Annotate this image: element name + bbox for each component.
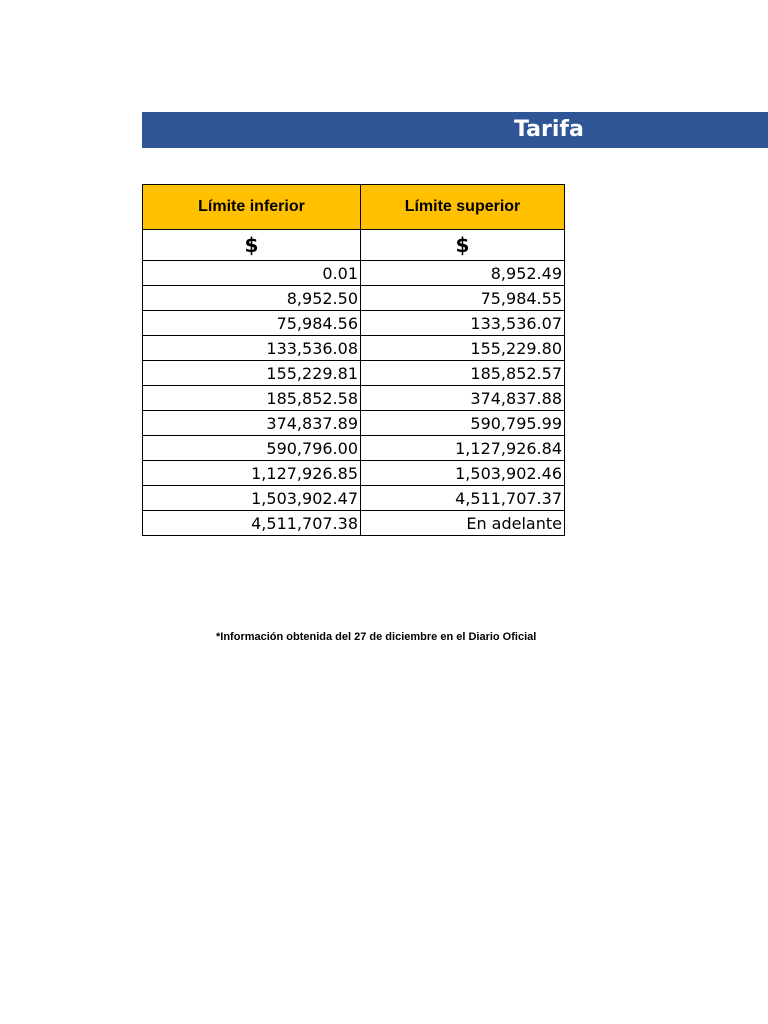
lower-limit-cell: 590,796.00 <box>143 436 361 461</box>
table-row <box>143 336 565 361</box>
title-band <box>142 112 768 148</box>
header-row <box>143 185 565 230</box>
upper-limit-cell: 8,952.49 <box>361 261 565 286</box>
table-row <box>143 311 565 336</box>
rate-table <box>142 184 565 536</box>
upper-limit-cell: 374,837.88 <box>361 386 565 411</box>
table-row <box>143 461 565 486</box>
currency-symbol-upper: $ <box>361 230 565 261</box>
lower-limit-cell: 8,952.50 <box>143 286 361 311</box>
upper-limit-cell: 1,127,926.84 <box>361 436 565 461</box>
table-row <box>143 511 565 536</box>
table-row <box>143 286 565 311</box>
footnote: *Información obtenida del 27 de diciembre en el Diario Oficial <box>216 631 537 643</box>
lower-limit-cell: 374,837.89 <box>143 411 361 436</box>
currency-symbol-lower: $ <box>143 230 361 261</box>
lower-limit-cell: 133,536.08 <box>143 336 361 361</box>
header-upper-limit: Límite superior <box>361 185 565 230</box>
lower-limit-cell: 155,229.81 <box>143 361 361 386</box>
upper-limit-cell: 75,984.55 <box>361 286 565 311</box>
lower-limit-cell: 1,503,902.47 <box>143 486 361 511</box>
table-row <box>143 411 565 436</box>
upper-limit-cell: 590,795.99 <box>361 411 565 436</box>
upper-limit-cell: 185,852.57 <box>361 361 565 386</box>
currency-row <box>143 230 565 261</box>
lower-limit-cell: 4,511,707.38 <box>143 511 361 536</box>
lower-limit-cell: 185,852.58 <box>143 386 361 411</box>
lower-limit-cell: 1,127,926.85 <box>143 461 361 486</box>
header-lower-limit: Límite inferior <box>143 185 361 230</box>
upper-limit-cell: En adelante <box>361 511 565 536</box>
lower-limit-cell: 75,984.56 <box>143 311 361 336</box>
page-title: Tarifa <box>514 117 584 142</box>
table-row <box>143 361 565 386</box>
upper-limit-cell: 133,536.07 <box>361 311 565 336</box>
lower-limit-cell: 0.01 <box>143 261 361 286</box>
table-row <box>143 436 565 461</box>
upper-limit-cell: 4,511,707.37 <box>361 486 565 511</box>
upper-limit-cell: 155,229.80 <box>361 336 565 361</box>
table-row <box>143 386 565 411</box>
table-row <box>143 486 565 511</box>
table-row <box>143 261 565 286</box>
upper-limit-cell: 1,503,902.46 <box>361 461 565 486</box>
